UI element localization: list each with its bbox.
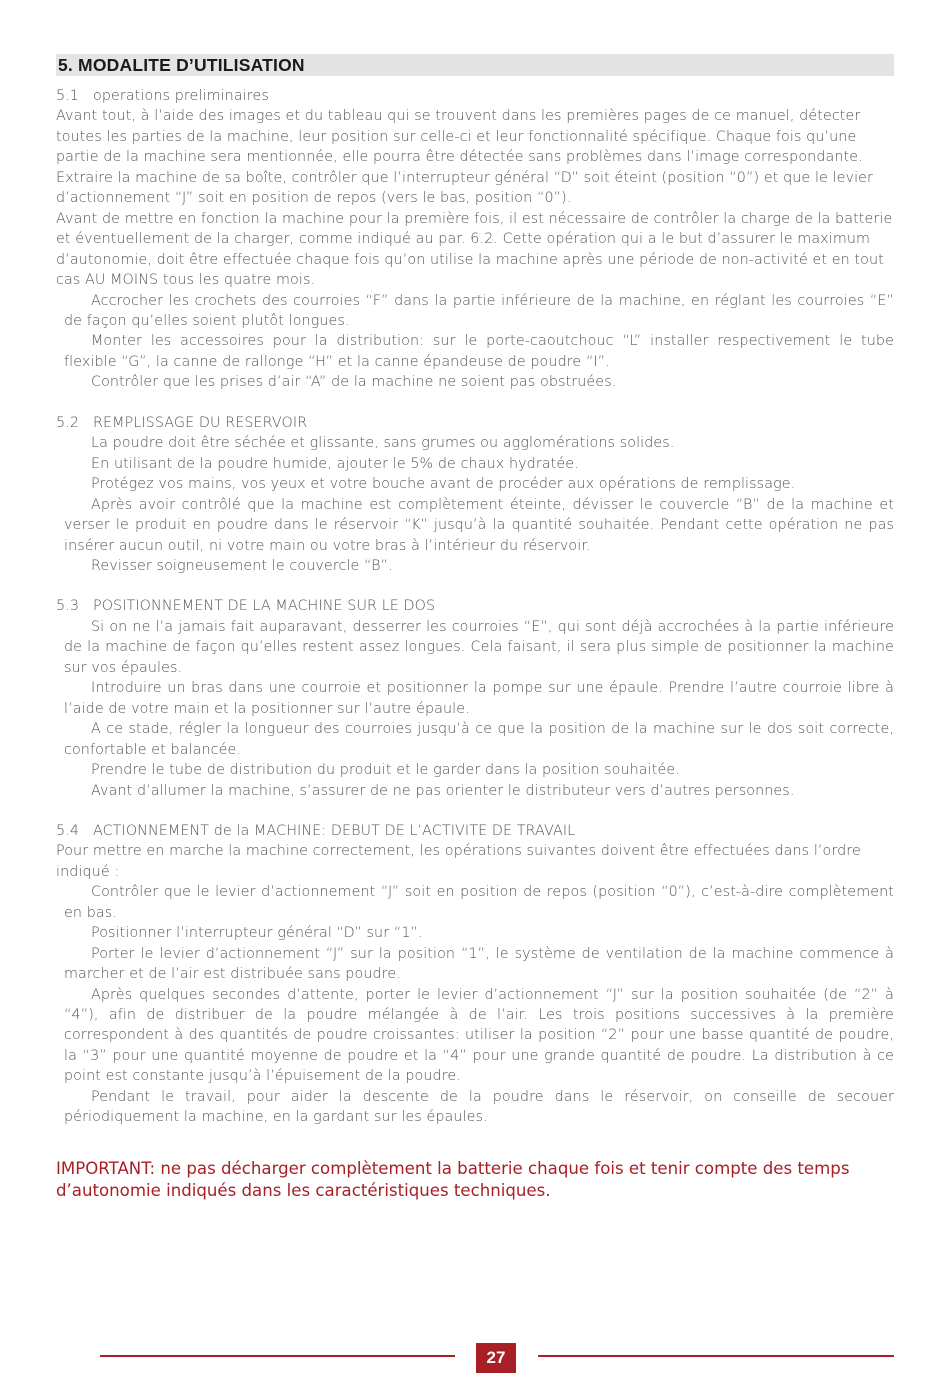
important-note: IMPORTANT: ne pas décharger complètement la batterie chaque fois et tenir compte des temps d’autonomie indiqués dans les caractéristiques techniques.: [56, 1158, 850, 1200]
section-2: [56, 413, 894, 577]
paragraph: Après avoir contrôlé que la machine est complètement éteinte, dévisser le couvercle “B” de la machine et verser le produit en poudre dans le réservoir “K” jusqu’à la quantité souhaitée. Pendant cette opération ne pas insérer aucun outil, ni votre main ou votre bras à l’intérieur du réservoir.: [64, 496, 894, 554]
paragraph: En utilisant de la poudre humide, ajouter le 5% de chaux hydratée.: [91, 455, 579, 472]
paragraph: Pour mettre en marche la machine correctement, les opérations suivantes doivent être effectuées dans l’ordre indiqué :: [56, 843, 861, 880]
paragraph: Contrôler que les prises d’air “A” de la machine ne soient pas obstruées.: [91, 374, 617, 391]
paragraph: La poudre doit être séchée et glissante, sans grumes ou agglomérations solides.: [91, 435, 675, 452]
section-heading: 5.2 REMPLISSAGE DU RESERVOIR: [56, 414, 308, 431]
section-4: [56, 821, 894, 1128]
paragraph: Accrocher les crochets des courroies “F” dans la partie inférieure de la machine, en réglant les courroies “E” de façon qu’elles soient plutôt longues.: [64, 292, 894, 329]
paragraph: Pendant le travail, pour aider la descente de la poudre dans le réservoir, on conseille de secouer périodiquement la machine, en la gardant sur les épaules.: [64, 1088, 894, 1126]
section-1: [56, 86, 894, 393]
page-number: 27: [476, 1343, 516, 1373]
sections-container: [56, 86, 894, 1128]
paragraph: Protégez vos mains, vos yeux et votre bouche avant de procéder aux opérations de remplissage.: [91, 476, 796, 493]
paragraph: Avant de mettre en fonction la machine pour la première fois, il est nécessaire de contrôler la charge de la batterie et éventuellement de la charger, comme indiqué au par. 6.2. Cette opération qui a le but d’assurer le maximum d’autonomie, doit être effectuée chaque fois qu’on utilise la machine après une période de non-activité et en tout cas AU MOINS tous les quatre mois.: [56, 210, 893, 289]
paragraph: Avant d’allumer la machine, s’assurer de ne pas orienter le distributeur vers d’autres personnes.: [91, 782, 795, 799]
paragraph: Introduire un bras dans une courroie et positionner la pompe sur une épaule. Prendre l’autre courroie libre à l’aide de votre main et la positionner sur l’autre épaule.: [64, 680, 894, 717]
page-title: 5. MODALITE D’UTILISATION: [58, 55, 305, 75]
paragraph: Si on ne l’a jamais fait auparavant, desserrer les courroies “E”, qui sont déjà accrochées à la partie inférieure de la machine de façon qu’elles restent assez longues. Cela faisant, il sera plus simple de positionner la machine sur vos épaules.: [64, 618, 894, 676]
section-heading: 5.4 ACTIONNEMENT de la MACHINE: DEBUT DE L’ACTIVITE DE TRAVAIL: [56, 822, 576, 839]
paragraph: A ce stade, régler la longueur des courroies jusqu’à ce que la position de la machine sur le dos soit correcte, confortable et balancée.: [64, 721, 894, 758]
footer-line-left: [100, 1355, 455, 1357]
section-heading: 5.3 POSITIONNEMENT DE LA MACHINE SUR LE DOS: [56, 598, 436, 615]
title-bar: [56, 54, 894, 76]
paragraph: Extraire la machine de sa boîte, contrôler que l’interrupteur général “D” soit éteint (position “0”) et que le levier d’actionnement “J” soit en position de repos (vers le bas, position “0”).: [56, 169, 874, 207]
page-content: [56, 54, 894, 1202]
paragraph: Prendre le tube de distribution du produit et le garder dans la position souhaitée.: [91, 762, 680, 779]
paragraph: Avant tout, à l’aide des images et du tableau qui se trouvent dans les premières pages de ce manuel, détecter toutes les parties de la machine, leur position sur celle-ci et leur fonctionnalité spécifique. Chaque fois qu’une partie de la machine sera mentionnée, elle pourra être détectée sans problèmes dans l’image correspondante.: [56, 108, 863, 166]
section-heading: 5.1 operations preliminaires: [56, 88, 269, 104]
paragraph: Monter les accessoires pour la distribution: sur le porte-caoutchouc “L” installer respectivement le tube flexible “G”, la canne de rallonge “H” et la canne épandeuse de poudre “I”.: [64, 333, 894, 370]
paragraph: Revisser soigneusement le couvercle “B”.: [91, 557, 393, 574]
paragraph: Porter le levier d’actionnement “J” sur la position “1”, le système de ventilation de la machine commence à marcher et de l’air est distribuée sans poudre.: [64, 945, 894, 983]
paragraph: Après quelques secondes d’attente, porter le levier d’actionnement “J” sur la position souhaitée (de “2” à “4”), afin de distribuer de la poudre mélangée à de l’air. Les trois positions successives à la première correspondent à des quantités de poudre croissantes: utiliser la position “2” pour une basse quantité de poudre, la “3” pour une quantité moyenne de poudre et la “4” pour une grande quantité de poudre. La distribution à ce point est constante jusqu’à l’épuisement de la poudre.: [64, 986, 894, 1085]
footer-line-right: [538, 1355, 894, 1357]
paragraph: Positionner l’interrupteur général “D” sur “1”.: [91, 925, 423, 942]
paragraph: Contrôler que le levier d’actionnement “J” soit en position de repos (position “0”), c’est-à-dire complètement en bas.: [64, 884, 894, 921]
section-3: [56, 596, 894, 801]
